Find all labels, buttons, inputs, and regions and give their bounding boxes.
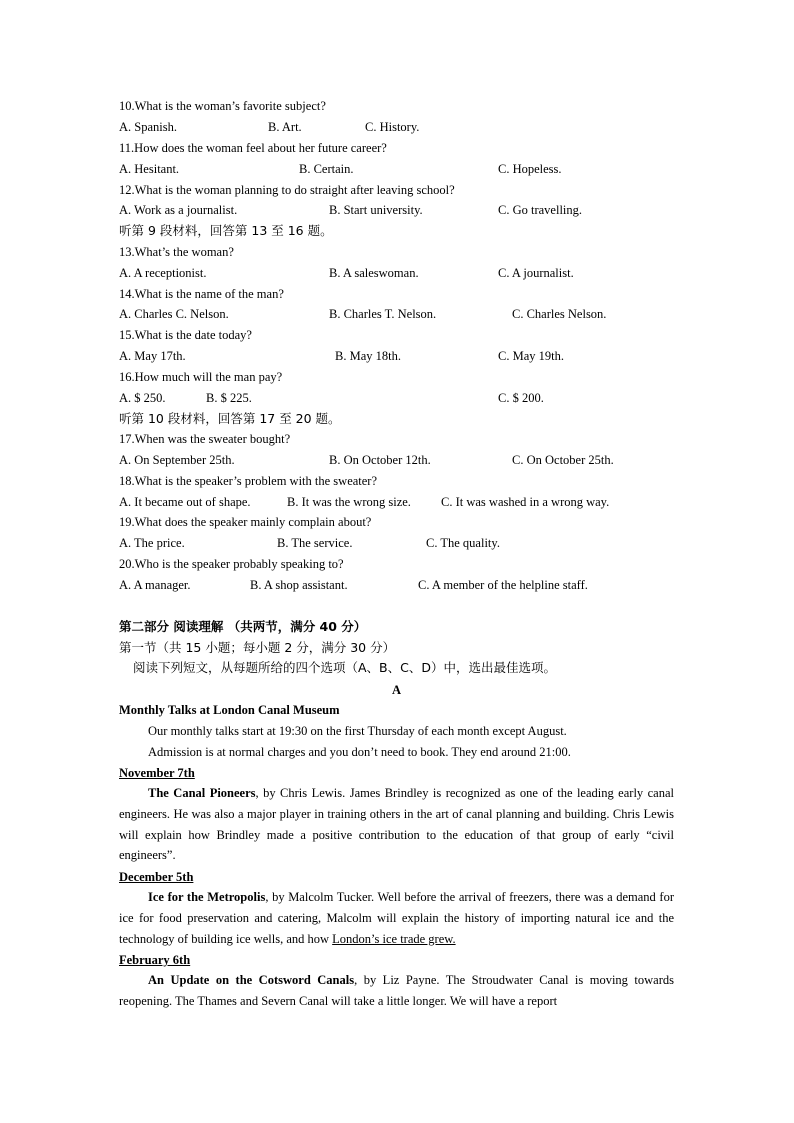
- q16-option-a: A. $ 250.: [119, 391, 166, 405]
- q20-option-c: C. A member of the helpline staff.: [418, 578, 588, 592]
- reading-instruction: 阅读下列短文，从每题所给的四个选项（A、B、C、D）中，选出最佳选项。: [133, 660, 556, 675]
- talk-3-text: , by Liz Payne. The Stroudwater Canal is moving towards reopening. The Thames and Severn Canal will take a little longer. We will have a report: [119, 973, 674, 1008]
- q13-option-a: A. A receptionist.: [119, 266, 207, 280]
- talk-3-name: An Update on the Cotsword Canals: [148, 973, 355, 987]
- q15-option-c: C. May 19th.: [498, 349, 564, 363]
- q10-option-a: A. Spanish.: [119, 120, 177, 134]
- q19-option-c: C. The quality.: [426, 536, 500, 550]
- q14-option-b: B. Charles T. Nelson.: [329, 307, 437, 321]
- intro-line-2: Admission is at normal charges and you don’t need to book. They end around 21:00.: [148, 745, 571, 759]
- intro-line-1: Our monthly talks start at 19:30 on the first Thursday of each month except August.: [148, 724, 567, 738]
- question-10: 10.What is the woman’s favorite subject?: [119, 99, 326, 113]
- talk-1-paragraph: [119, 783, 674, 866]
- q15-option-a: A. May 17th.: [119, 349, 186, 363]
- talk-2-name: Ice for the Metropolis: [148, 890, 266, 904]
- q18-option-b: B. It was the wrong size.: [287, 495, 411, 509]
- q14-option-c: C. Charles Nelson.: [512, 307, 607, 321]
- q18-option-c: C. It was washed in a wrong way.: [441, 495, 610, 509]
- q11-option-b: B. Certain.: [299, 162, 354, 176]
- question-17: 17.When was the sweater bought?: [119, 432, 291, 446]
- talk-1-name: The Canal Pioneers: [148, 786, 256, 800]
- part-two-title: 第二部分 阅读理解 （共两节，满分 40 分）: [119, 619, 367, 634]
- q12-option-a: A. Work as a journalist.: [119, 203, 238, 217]
- q11-option-c: C. Hopeless.: [498, 162, 562, 176]
- talk-3-paragraph: [119, 970, 674, 1012]
- q17-option-a: A. On September 25th.: [119, 453, 235, 467]
- section-10-instruction: 听第 10 段材料，回答第 17 至 20 题。: [119, 411, 341, 426]
- question-18: 18.What is the speaker’s problem with the sweater?: [119, 474, 378, 488]
- question-11: 11.How does the woman feel about her future career?: [119, 141, 387, 155]
- passage-label: A: [391, 683, 402, 697]
- q12-option-b: B. Start university.: [329, 203, 423, 217]
- question-15: 15.What is the date today?: [119, 328, 252, 342]
- q15-option-b: B. May 18th.: [335, 349, 401, 363]
- question-16: 16.How much will the man pay?: [119, 370, 283, 384]
- question-12: 12.What is the woman planning to do straight after leaving school?: [119, 183, 455, 197]
- q17-option-c: C. On October 25th.: [512, 453, 614, 467]
- talk-3-date: February 6th: [119, 953, 191, 967]
- q20-option-a: A. A manager.: [119, 578, 191, 592]
- q18-option-a: A. It became out of shape.: [119, 495, 251, 509]
- q16-option-b: B. $ 225.: [206, 391, 252, 405]
- q10-option-c: C. History.: [365, 120, 420, 134]
- passage-title: Monthly Talks at London Canal Museum: [119, 703, 340, 717]
- talk-2-date: December 5th: [119, 870, 194, 884]
- question-14: 14.What is the name of the man?: [119, 287, 284, 301]
- question-20: 20.Who is the speaker probably speaking to?: [119, 557, 344, 571]
- q17-option-b: B. On October 12th.: [329, 453, 431, 467]
- q10-option-b: B. Art.: [268, 120, 302, 134]
- q14-option-a: A. Charles C. Nelson.: [119, 307, 229, 321]
- section-one-title: 第一节（共 15 小题；每小题 2 分，满分 30 分）: [119, 640, 396, 655]
- talk-2-underlined: London’s ice trade grew.: [332, 931, 456, 946]
- talk-2-paragraph: [119, 887, 674, 949]
- q11-option-a: A. Hesitant.: [119, 162, 180, 176]
- talk-1-date: November 7th: [119, 766, 195, 780]
- q19-option-b: B. The service.: [277, 536, 353, 550]
- question-19: 19.What does the speaker mainly complain about?: [119, 515, 372, 529]
- q16-option-c: C. $ 200.: [498, 391, 544, 405]
- q13-option-b: B. A saleswoman.: [329, 266, 419, 280]
- q19-option-a: A. The price.: [119, 536, 185, 550]
- q20-option-b: B. A shop assistant.: [250, 578, 348, 592]
- talk-2-text: , by Malcolm Tucker. Well before the arrival of freezers, there was a demand for ice for food preservation and catering, Malcolm will explain the history of importing natural ice and the technology of building ice wells, and how: [119, 890, 675, 946]
- q13-option-c: C. A journalist.: [498, 266, 574, 280]
- section-9-instruction: 听第 9 段材料，回答第 13 至 16 题。: [119, 223, 333, 238]
- question-13: 13.What’s the woman?: [119, 245, 234, 259]
- talk-1-text: , by Chris Lewis. James Brindley is recognized as one of the leading early canal engineers. He was also a major player in training others in the art of canal planning and building. Chris Lewis will explain how Brindley made a positive contribution to the education of that group of early “civil engineers”.: [119, 786, 674, 863]
- q12-option-c: C. Go travelling.: [498, 203, 583, 217]
